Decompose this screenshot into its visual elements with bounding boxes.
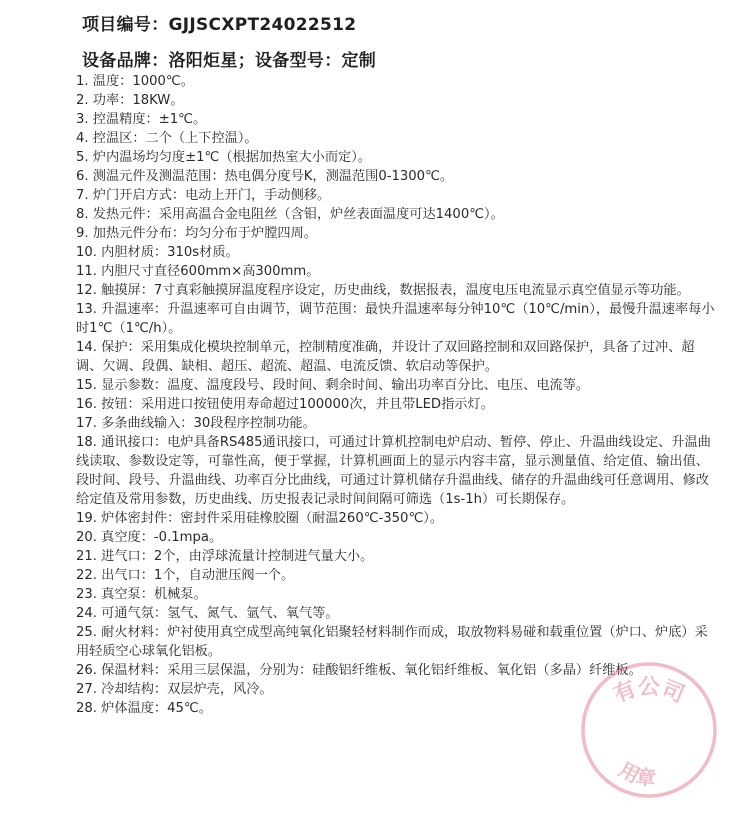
spec-item: 27. 冷却结构：双层炉壳，风冷。: [76, 682, 273, 697]
spec-item: 1. 温度：1000℃。: [76, 74, 194, 89]
spec-item: 5. 炉内温场均匀度±1℃（根据加热室大小而定）。: [76, 150, 371, 165]
spec-item: 19. 炉体密封件：密封件采用硅橡胶圈（耐温260℃-350℃）。: [76, 511, 444, 526]
spec-item: 24. 可通气氛：氢气、氮气、氩气、氧气等。: [76, 606, 339, 621]
spec-item: 28. 炉体温度：45℃。: [76, 701, 212, 716]
spec-item: 9. 加热元件分布：均匀分布于炉膛四周。: [76, 226, 317, 241]
spec-item: 3. 控温精度：±1℃。: [76, 112, 207, 127]
spec-item: 23. 真空泵：机械泵。: [76, 587, 207, 602]
spec-item: 11. 内胆尺寸直径600mm×高300mm。: [76, 264, 320, 279]
spec-item: 6. 测温元件及测温范围：热电偶分度号K，测温范围0-1300℃。: [76, 169, 454, 184]
spec-item: 21. 进气口：2个，由浮球流量计控制进气量大小。: [76, 549, 374, 564]
spec-item: 18. 通讯接口：电炉具备RS485通讯接口，可通过计算机控制电炉启动、暂停、停止、升温曲线设定、升温曲线读取、参数设定等，可靠性高，便于掌握，计算机画面上的显示内容丰富，显示测量值、给定值、输出值、段时间、段号、升温曲线、功率百分比曲线，可通过计算机储存升温曲线、储存的升温曲线可任意调用、修改给定值及常用参数，历史曲线、历史报表记录时间间隔可筛选（1s-1h）可长期保存。: [76, 435, 711, 507]
spec-item: 25. 耐火材料：炉衬使用真空成型高纯氧化铝聚轻材料制作而成，取放物料易碰和载重位置（炉口、炉底）采用轻质空心球氧化铝板。: [76, 625, 708, 659]
spec-item: 13. 升温速率：升温速率可自由调节，调节范围：最快升温速率每分钟10℃（10℃/min），最慢升温速率每小时1℃（1℃/h）。: [76, 302, 715, 336]
stamp-text-top: 有公司: [610, 675, 688, 709]
brand-model-line: 设备品牌：洛阳炬星；设备型号：定制: [82, 51, 377, 71]
project-number: 项目编号：GJJSCXPT24022512: [82, 15, 357, 35]
spec-item: 12. 触摸屏：7寸真彩触摸屏温度程序设定，历史曲线，数据报表，温度电压电流显示真空值显示等功能。: [76, 283, 690, 298]
spec-item: 7. 炉门开启方式：电动上开门，手动侧移。: [76, 188, 331, 203]
spec-item: 26. 保温材料：采用三层保温，分别为：硅酸铝纤维板、氧化铝纤维板、氧化铝（多晶）纤维板。: [76, 663, 642, 678]
spec-item: 4. 控温区：二个（上下控温）。: [76, 131, 258, 146]
spec-item: 10. 内胆材质：310s材质。: [76, 245, 239, 260]
spec-item: 8. 发热元件：采用高温合金电阻丝（含钼，炉丝表面温度可达1400℃）。: [76, 207, 504, 222]
spec-item: 20. 真空度：-0.1mpa。: [76, 530, 223, 545]
stamp-text-bottom: 用章: [614, 757, 657, 791]
spec-item: 14. 保护：采用集成化模块控制单元，控制精度准确，并设计了双回路控制和双回路保护，具备了过冲、超调、欠调、段偶、缺相、超压、超流、超温、电流反馈、软启动等保护。: [76, 340, 695, 374]
spec-item: 17. 多条曲线输入：30段程序控制功能。: [76, 416, 316, 431]
spec-item: 16. 按钮：采用进口按钮使用寿命超过100000次，并且带LED指示灯。: [76, 397, 494, 412]
spec-list: [76, 72, 716, 718]
spec-item: 22. 出气口：1个，自动泄压阀一个。: [76, 568, 295, 583]
spec-item: 15. 显示参数：温度、温度段号、段时间、剩余时间、输出功率百分比、电压、电流等。: [76, 378, 590, 393]
spec-item: 2. 功率：18KW。: [76, 93, 184, 108]
